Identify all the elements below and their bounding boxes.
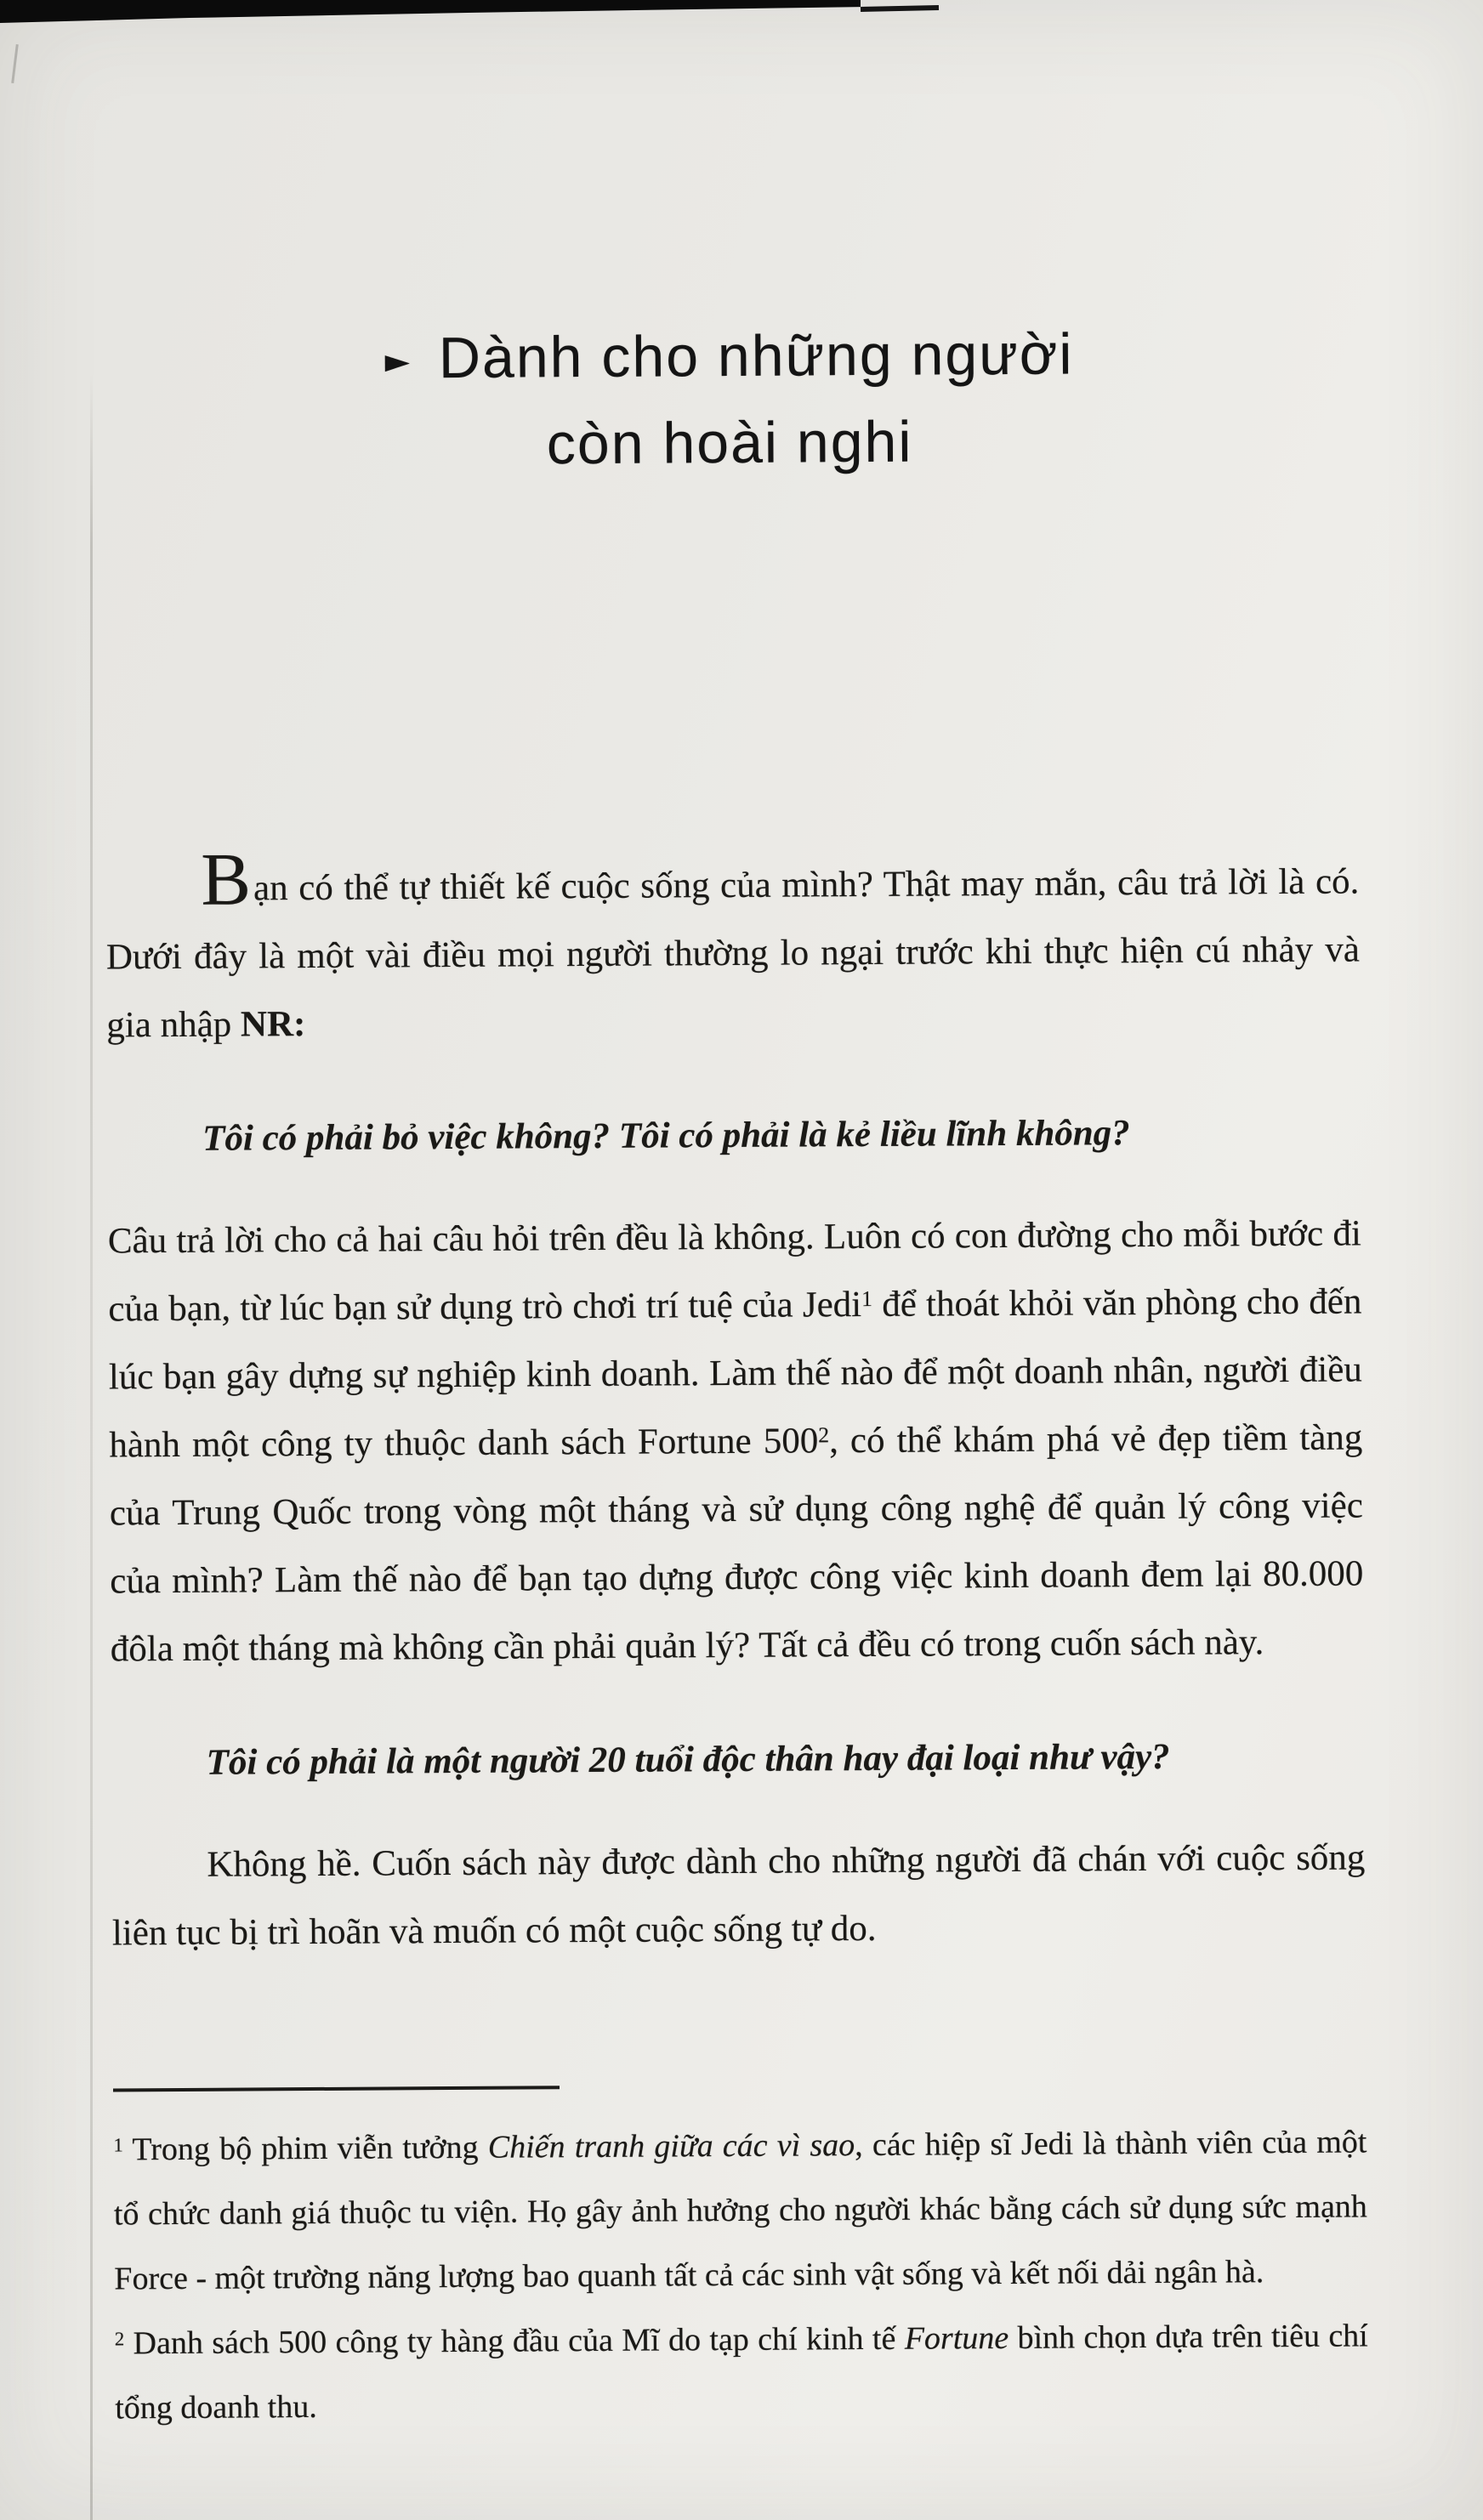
question-quit-job: Tôi có phải bỏ việc không? Tôi có phải là kẻ liều lĩnh không? <box>202 1113 1130 1159</box>
footnotes-section <box>113 2080 1369 2440</box>
heading-row <box>102 309 1356 403</box>
footnote-2 <box>115 2303 1369 2440</box>
body-text <box>105 838 1366 1967</box>
page-fold-line <box>90 374 93 2520</box>
dropcap-initial: B <box>201 838 254 922</box>
footnote-1-text-a: Trong bộ phim viễn tưởng <box>122 2129 488 2168</box>
chapter-heading <box>102 309 1356 490</box>
heading-line-2: còn hoài nghi <box>546 409 913 477</box>
footnote-1 <box>113 2109 1367 2311</box>
footnote-1-movie-title: Chiến tranh giữa các vì sao <box>487 2127 855 2165</box>
footnote-1-marker: 1 <box>113 2134 123 2156</box>
footnote-1-text-b: , các hiệp sĩ Jedi là thành viên của một tổ chức danh giá thuộc tu viện. Họ gây ảnh hưởng cho người khác bằng cách sử dụng sức mạnh Force - một trường năng lượng bao quanh tất cả các sinh vật sống và kết nối dải ngân hà. <box>113 2124 1367 2297</box>
footnote-ref-2: 2 <box>818 1422 830 1448</box>
footnote-separator <box>113 2086 560 2091</box>
main-text-2: để thoát khỏi văn phòng cho đến lúc bạn gây dựng sự nghiệp kinh doanh. Làm thế nào để một doanh nhân, người điều hành một công ty thuộc danh sách Fortune 500 <box>108 1281 1362 1466</box>
paragraph-intro <box>105 838 1360 1059</box>
footnote-2-text-b: bình chọn dựa trên tiêu chí tổng doanh thu. <box>115 2318 1368 2426</box>
intro-text: ạn có thể tự thiết kế cuộc sống của mình? Thật may mắn, câu trả lời là có. Dưới đây là một vài điều mọi người thường lo ngại trước khi thực hiện cú nhảy và gia nhập <box>105 861 1360 1046</box>
main-text-3: , có thể khám phá vẻ đẹp tiềm tàng của Trung Quốc trong vòng một tháng và sử dụng công nghệ để quản lý công việc của mình? Làm thế nào để bạn tạo dựng được công việc kinh doanh đem lại 80.000 đôla một tháng mà không cần phải quản lý? Tất cả đều có trong cuốn sách này. <box>109 1417 1364 1670</box>
question-age-single: Tôi có phải là một người 20 tuổi độc thân hay đại loại như vậy? <box>206 1736 1170 1783</box>
paragraph-closing: Không hề. Cuốn sách này được dành cho những người đã chán với cuộc sống liên tục bị trì hoãn và muốn có một cuộc sống tự do. <box>111 1837 1366 1954</box>
main-text-1: Câu trả lời cho cả hai câu hỏi trên đều là không. Luôn có con đường cho mỗi bước đi của bạn, từ lúc bạn sử dụng trò chơi trí tuệ của Jedi <box>107 1213 1362 1330</box>
footnote-2-marker: 2 <box>114 2328 125 2350</box>
scan-artifact-corner-mark <box>11 44 19 83</box>
intro-bold-nr: NR: <box>240 1004 306 1045</box>
footnote-2-magazine-name: Fortune <box>904 2320 1009 2357</box>
heading-line-1: Dành cho những người <box>438 321 1074 391</box>
footnote-2-text-a: Danh sách 500 công ty hàng đầu của Mĩ do tạp chí kinh tế <box>124 2320 905 2362</box>
paragraph-main <box>108 1200 1364 1683</box>
page-content <box>100 0 1369 2520</box>
footnote-ref-1: 1 <box>861 1286 873 1312</box>
play-arrow-icon: ► <box>384 342 411 380</box>
